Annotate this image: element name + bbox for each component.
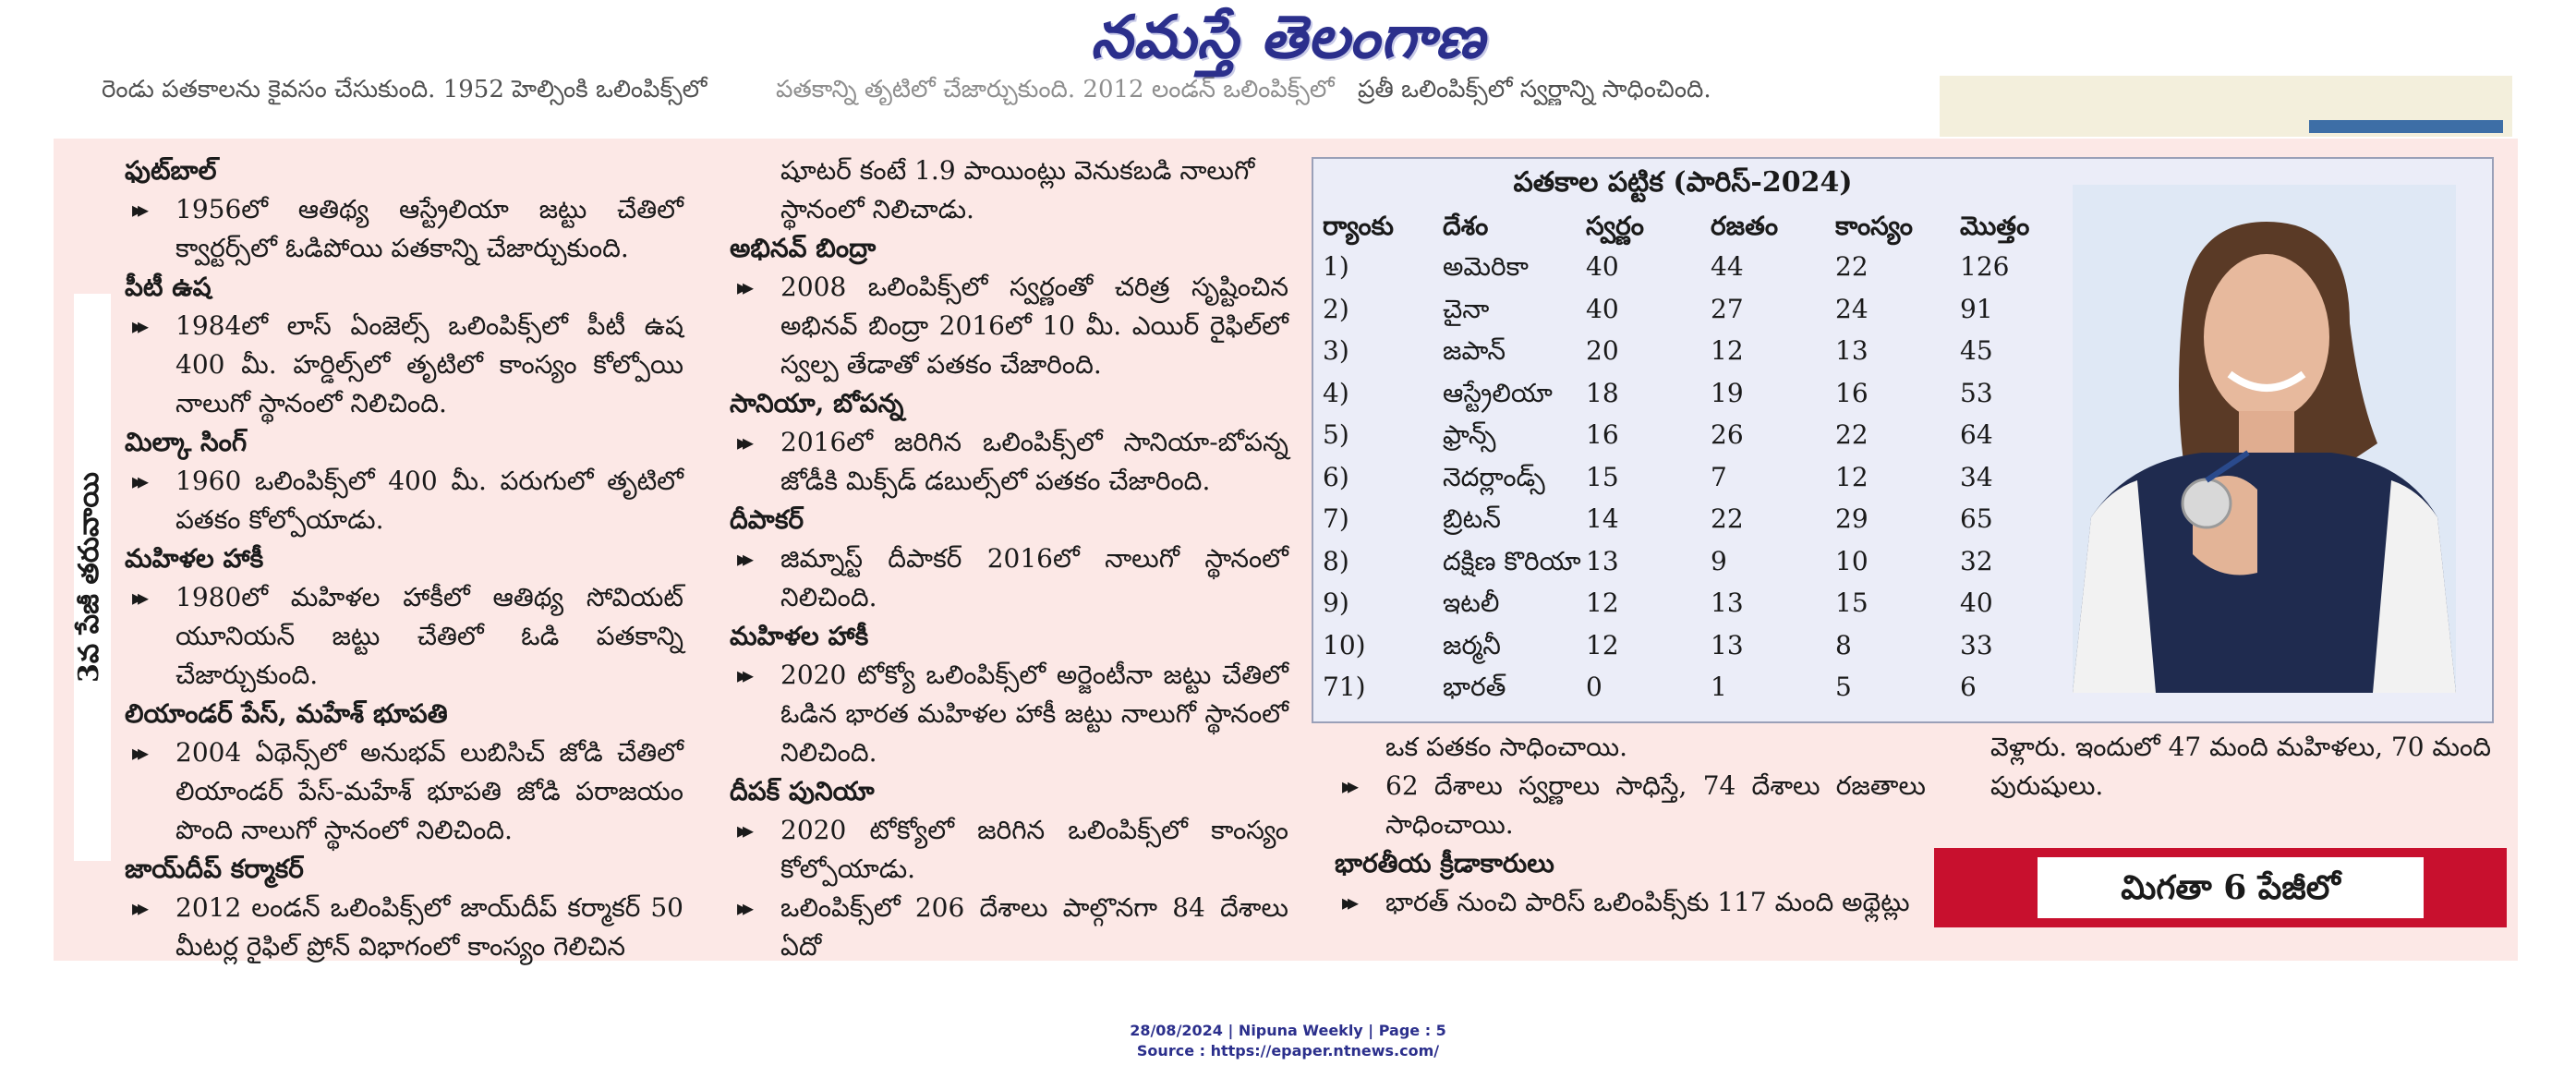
medal-cell: 26: [1711, 419, 1744, 450]
medal-cell: 40: [1586, 251, 1619, 282]
medal-cell: బ్రిటన్: [1443, 503, 1501, 534]
section-heading: ఫుట్‌బాల్: [125, 155, 217, 186]
medal-cell: నెదర్లాండ్స్: [1443, 461, 1545, 492]
medal-cell: 4): [1323, 377, 1349, 408]
medal-cell: 9): [1323, 587, 1349, 618]
medal-cell: 15: [1586, 461, 1619, 492]
section-heading: దీపక్ పునియా: [730, 776, 875, 806]
bullet-text: జిమ్నాస్ట్ దీపాకర్ 2016లో నాలుగో స్థానంలో నిలిచింది.: [780, 543, 1288, 612]
bullet-item: [1335, 767, 1926, 844]
medal-cell: 126: [1960, 251, 2010, 282]
footer-source-line: Source : https://epaper.ntnews.com/: [1136, 1042, 1440, 1060]
double-chevron-right-icon: ▸▸: [737, 894, 749, 921]
medal-cell: 10): [1323, 629, 1366, 660]
medal-cell: 40: [1586, 293, 1619, 324]
medal-cell: 14: [1586, 503, 1619, 534]
medal-cell: 9: [1711, 545, 1727, 576]
medal-cell: 3): [1323, 335, 1349, 366]
double-chevron-right-icon: ▸▸: [132, 467, 144, 494]
double-chevron-right-icon: ▸▸: [1342, 889, 1354, 915]
bullet-text: 2016లో జరిగిన ఒలింపిక్స్‌లో సానియా-బోపన్న జోడీకి మిక్స్‌డ్ డబుల్స్‌లో పతకం చేజారింది.: [780, 427, 1288, 496]
bullet-item: [730, 656, 1288, 772]
bullet-text: ఒలింపిక్స్‌లో 206 దేశాలు పాల్గొనగా 84 దేశాలు ఏదో: [780, 892, 1288, 962]
medal-cell: మొత్తం: [1960, 211, 2030, 241]
masthead: [0, 0, 2576, 74]
medal-cell: 8): [1323, 545, 1349, 576]
medal-cell: జపాన్: [1443, 335, 1506, 366]
bullet-item: [125, 307, 683, 423]
section-heading: అభినవ్ బింద్రా: [730, 233, 877, 263]
athlete-with-medal-image: [2073, 185, 2456, 693]
medal-cell: దేశం: [1443, 211, 1489, 241]
medal-cell: 15: [1835, 587, 1869, 618]
double-chevron-right-icon: ▸▸: [132, 584, 144, 611]
double-chevron-right-icon: ▸▸: [132, 312, 144, 339]
medal-cell: ఇటలీ: [1443, 587, 1500, 618]
double-chevron-right-icon: ▸▸: [737, 817, 749, 843]
double-chevron-right-icon: ▸▸: [737, 273, 749, 300]
medal-cell: 18: [1586, 377, 1619, 408]
medal-cell: 34: [1960, 461, 1993, 492]
strip-text-col2: పతకాన్ని తృటిలో చేజార్చుకుంది. 2012 లండన్ ఒలింపిక్స్‌లో: [776, 76, 1335, 103]
medal-cell: 12: [1835, 461, 1869, 492]
continued-paragraph: ఒక పతకం సాధించాయి.: [1385, 732, 1628, 762]
medal-cell: 71): [1323, 672, 1366, 702]
double-chevron-right-icon: ▸▸: [132, 739, 144, 766]
medal-cell: స్వర్ణం: [1586, 211, 1644, 241]
bullet-item: [125, 578, 683, 695]
bullet-item: [125, 462, 683, 539]
paragraph: వెళ్లారు. ఇందులో 47 మంది మహిళలు, 70 మంది పురుషులు.: [1990, 732, 2491, 801]
masthead-title: నమస్తే తెలంగాణ: [1090, 4, 1486, 72]
medal-cell: ఆస్ట్రేలియా: [1443, 377, 1553, 408]
medal-cell: 5: [1835, 672, 1852, 702]
medal-cell: 5): [1323, 419, 1349, 450]
bullet-item: [730, 423, 1288, 501]
medal-cell: రజతం: [1711, 211, 1779, 241]
medal-cell: 45: [1960, 335, 1993, 366]
medal-cell: 22: [1835, 419, 1869, 450]
bullet-text: 2012 లండన్ ఒలింపిక్స్‌లో జాయ్‌దీప్ కర్మాకర్ 50 మీటర్ల రైఫిల్ ప్రోన్ విభాగంలో కాంస్యం గెలిచిన: [175, 892, 683, 962]
article-column-2: [730, 151, 1288, 966]
medal-cell: 19: [1711, 377, 1744, 408]
medal-cell: 33: [1960, 629, 1993, 660]
medal-cell: 32: [1960, 545, 1993, 576]
bullet-item: [730, 268, 1288, 384]
medal-cell: 6: [1960, 672, 1977, 702]
double-chevron-right-icon: ▸▸: [132, 894, 144, 921]
medal-cell: 64: [1960, 419, 1993, 450]
medal-cell: 7: [1711, 461, 1727, 492]
medal-cell: 12: [1711, 335, 1744, 366]
medal-cell: 16: [1586, 419, 1619, 450]
bullet-item: [125, 190, 683, 268]
medal-cell: 12: [1586, 629, 1619, 660]
medal-cell: 20: [1586, 335, 1619, 366]
clipped-photo: [1940, 76, 2512, 137]
double-chevron-right-icon: ▸▸: [737, 545, 749, 572]
bullet-text: 62 దేశాలు స్వర్ణాలు సాధిస్తే, 74 దేశాలు రజతాలు సాధించాయి.: [1385, 770, 1926, 840]
medal-cell: 2): [1323, 293, 1349, 324]
double-chevron-right-icon: ▸▸: [1342, 772, 1354, 799]
footer-date-line: 28/08/2024 | Nipuna Weekly | Page : 5: [1130, 1022, 1446, 1039]
section-heading: భారతీయ క్రీడాకారులు: [1335, 848, 1554, 878]
section-heading: మహిళల హాకీ: [730, 621, 869, 651]
medal-cell: 10: [1835, 545, 1869, 576]
medal-cell: 40: [1960, 587, 1993, 618]
medal-cell: 44: [1711, 251, 1744, 282]
medal-cell: 22: [1711, 503, 1744, 534]
medal-cell: కాంస్యం: [1835, 211, 1913, 241]
bullet-text: 1980లో మహిళల హాకీలో ఆతిథ్య సోవియట్ యూనియన్ జట్టు చేతిలో ఓడి పతకాన్ని చేజార్చుకుంది.: [175, 582, 683, 690]
medal-cell: 13: [1835, 335, 1869, 366]
medal-cell: 13: [1586, 545, 1619, 576]
medal-cell: 22: [1835, 251, 1869, 282]
medal-cell: 1): [1323, 251, 1349, 282]
article-column-1: [125, 151, 683, 966]
bullet-text: 2008 ఒలింపిక్స్‌లో స్వర్ణంతో చరిత్ర సృష్టించిన అభినవ్ బింద్రా 2016లో 10 మీ. ఎయిర్ రైఫిల్‌లో స్వల్ప తేడాతో పతకం చేజారింది.: [780, 272, 1288, 380]
bullet-item: [125, 733, 683, 850]
medal-cell: 13: [1711, 587, 1744, 618]
medal-cell: 8: [1835, 629, 1852, 660]
bullet-text: భారత్ నుంచి పారిస్ ఒలింపిక్స్‌కు 117 మంది అథ్లెట్లు: [1385, 887, 1910, 917]
medal-cell: 53: [1960, 377, 1993, 408]
medal-cell: 0: [1586, 672, 1602, 702]
double-chevron-right-icon: ▸▸: [132, 196, 144, 223]
medal-cell: 6): [1323, 461, 1349, 492]
athlete-photo: [2073, 185, 2456, 693]
bullet-text: 1956లో ఆతిథ్య ఆస్ట్రేలియా జట్టు చేతిలో క్వార్టర్స్‌లో ఓడిపోయి పతకాన్ని చేజార్చుకుంది.: [175, 194, 683, 263]
medal-cell: జర్మనీ: [1443, 629, 1501, 660]
section-heading: సానియా, బోపన్న: [730, 388, 904, 418]
section-heading: లియాండర్ పేస్, మహేశ్ భూపతి: [125, 698, 448, 729]
page-footer: [0, 1021, 2576, 1061]
medal-cell: చైనా: [1443, 293, 1490, 324]
continued-from-label: 3వ పేజీ తరువాయి: [73, 472, 105, 683]
bullet-text: 1960 ఒలింపిక్స్‌లో 400 మీ. పరుగులో తృటిలో పతకం కోల్పోయాడు.: [175, 466, 683, 535]
bullet-item: [125, 889, 683, 966]
strip-text-col3: ప్రతీ ఒలింపిక్స్‌లో స్వర్ణాన్ని సాధించింది.: [1358, 76, 1711, 103]
medal-cell: భారత్: [1443, 672, 1506, 702]
bullet-item: [730, 811, 1288, 889]
medal-cell: అమెరికా: [1443, 251, 1529, 282]
section-heading: దీపాకర్: [730, 504, 804, 535]
continued-from-tab: [74, 294, 111, 861]
continued-on-label: మిగతా 6 పేజీలో: [2038, 857, 2424, 918]
double-chevron-right-icon: ▸▸: [737, 429, 749, 455]
continued-on-banner: [1934, 848, 2507, 927]
medal-cell: 13: [1711, 629, 1744, 660]
medal-table-title: పతకాల పట్టిక (పారిస్-2024): [1513, 166, 1853, 199]
bullet-item: [1335, 883, 1926, 922]
medal-cell: 29: [1835, 503, 1869, 534]
bullet-item: [730, 889, 1288, 966]
bullet-text: 2020 టోక్యోలో జరిగిన ఒలింపిక్స్‌లో కాంస్యం కోల్పోయాడు.: [780, 815, 1288, 884]
medal-cell: 1: [1711, 672, 1727, 702]
section-heading: జాయ్‌దీప్ కర్మాకర్: [125, 854, 304, 884]
medal-table-box: [1312, 157, 2494, 723]
medal-cell: దక్షిణ కొరియా: [1443, 545, 1581, 576]
section-heading: మిల్కా సింగ్: [125, 427, 248, 457]
article-column-3: [1335, 728, 1926, 922]
medal-cell: 27: [1711, 293, 1744, 324]
medal-cell: 7): [1323, 503, 1349, 534]
medal-cell: 24: [1835, 293, 1869, 324]
double-chevron-right-icon: ▸▸: [737, 661, 749, 688]
article-column-4: [1990, 728, 2508, 805]
bullet-text: 1984లో లాస్ ఏంజెల్స్ ఒలింపిక్స్‌లో పీటీ ఉష 400 మీ. హర్డిల్స్‌లో తృటిలో కాంస్యం కోల్పోయి నాలుగో స్థానంలో నిలిచింది.: [175, 310, 683, 418]
section-heading: మహిళల హాకీ: [125, 543, 264, 574]
section-heading: పీటీ ఉష: [125, 272, 212, 302]
continued-paragraph: షూటర్ కంటే 1.9 పాయింట్లు వెనుకబడి నాలుగో స్థానంలో నిలిచాడు.: [780, 155, 1255, 224]
bullet-text: 2004 ఏథెన్స్‌లో అనుభవ్ లుబిసిచ్ జోడి చేతిలో లియాండర్ పేస్-మహేశ్ భూపతి జోడి పరాజయం పొంది నాలుగో స్థానంలో నిలిచింది.: [175, 737, 683, 845]
strip-text-col1: రెండు పతకాలను కైవసం చేసుకుంది. 1952 హెల్సింకి ఒలింపిక్స్‌లో: [102, 76, 707, 103]
medal-cell: 91: [1960, 293, 1993, 324]
medal-cell: 65: [1960, 503, 1993, 534]
medal-cell: ఫ్రాన్స్: [1443, 419, 1496, 450]
medal-cell: 16: [1835, 377, 1869, 408]
medal-cell: 12: [1586, 587, 1619, 618]
bullet-item: [730, 539, 1288, 617]
bullet-text: 2020 టోక్యో ఒలింపిక్స్‌లో అర్జెంటీనా జట్టు చేతిలో ఓడిన భారత మహిళల హాకీ జట్టు నాలుగో స్థానంలో నిలిచింది.: [780, 660, 1288, 768]
medal-cell: ర్యాంకు: [1323, 211, 1394, 241]
